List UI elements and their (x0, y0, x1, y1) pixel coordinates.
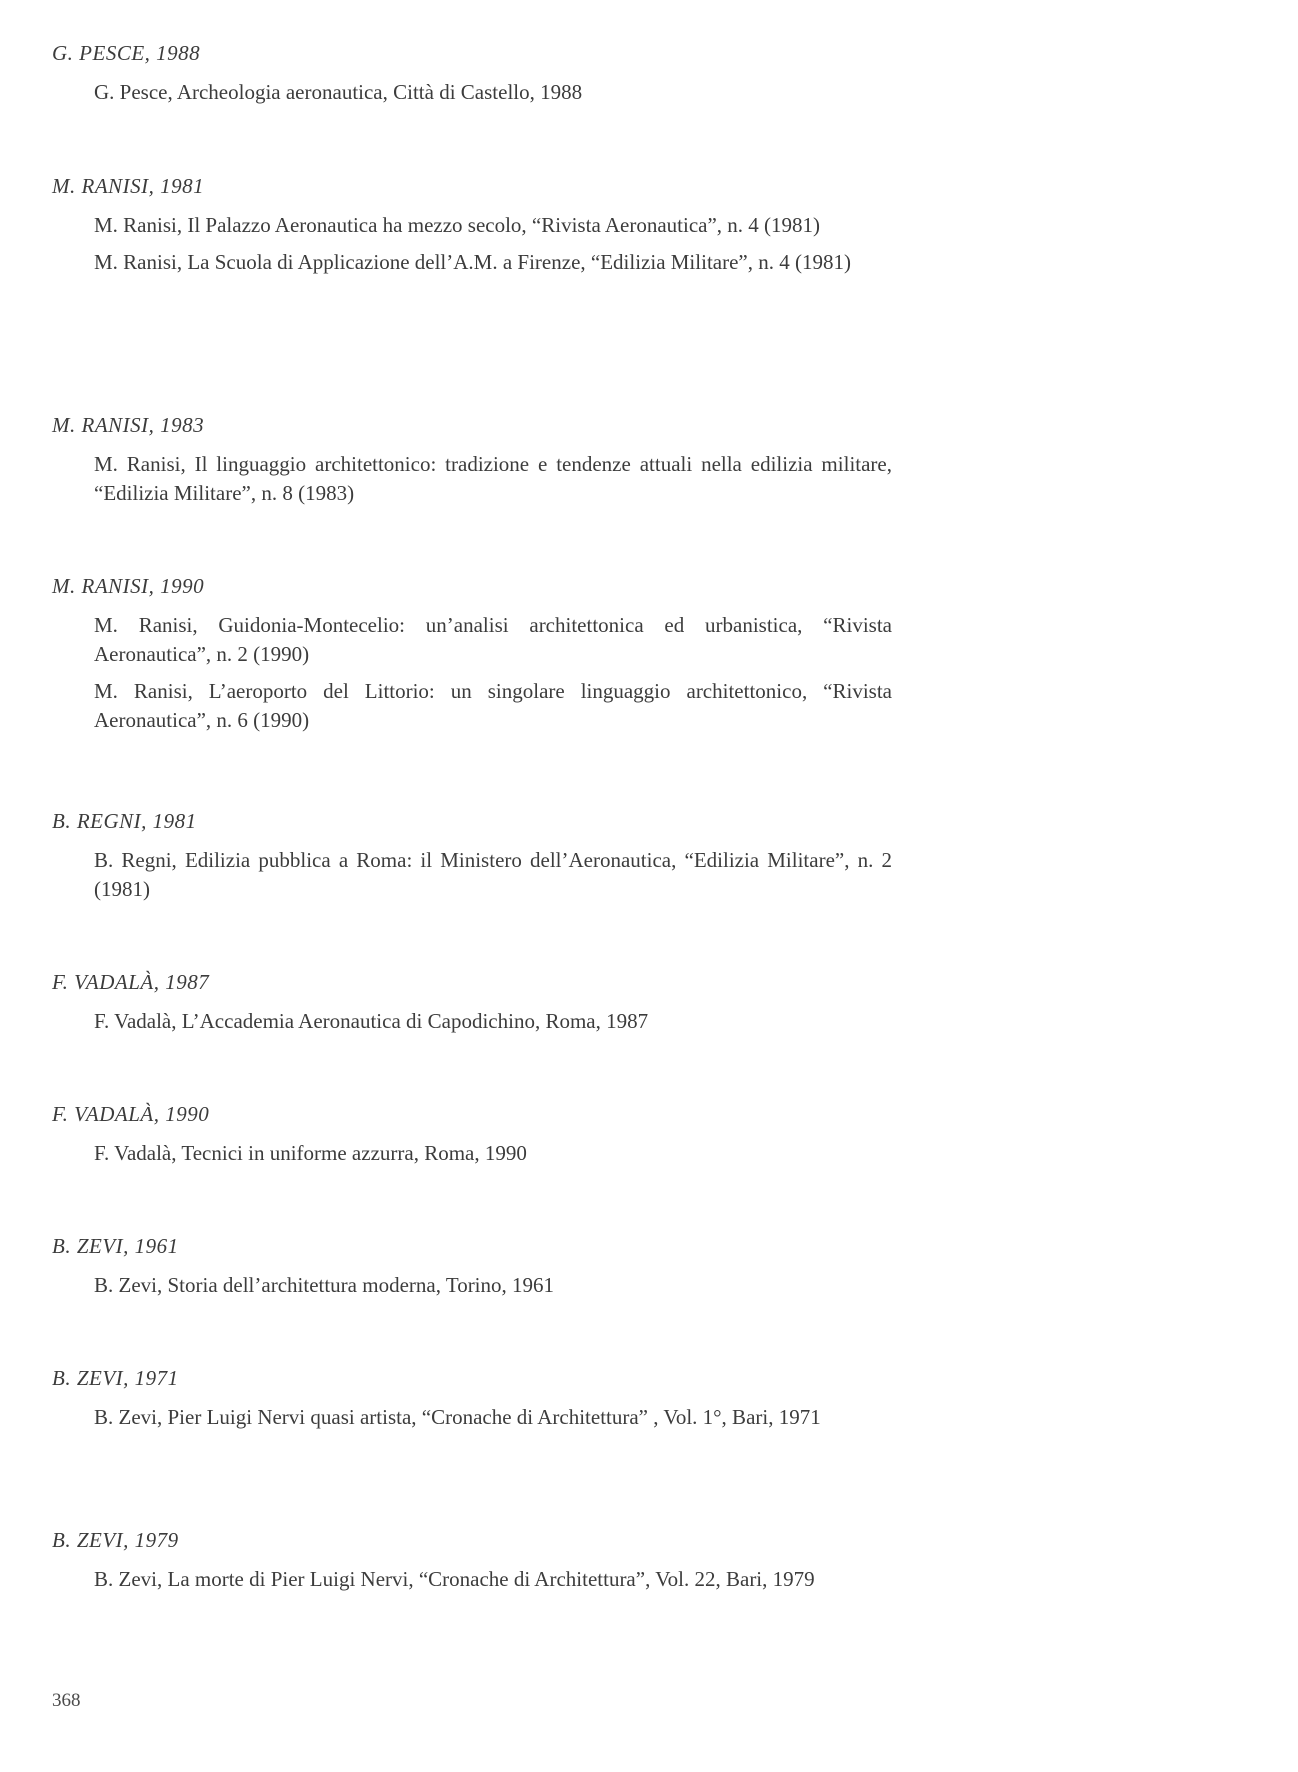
reference-list (52, 1565, 892, 1594)
entry-heading: G. PESCE, 1988 (52, 41, 201, 65)
entry-heading: B. ZEVI, 1971 (52, 1366, 179, 1390)
reference-item: M. Ranisi, Il Palazzo Aeronautica ha mezzo secolo, “Rivista Aeronautica”, n. 4 (1981) (94, 213, 821, 237)
reference-item: F. Vadalà, Tecnici in uniforme azzurra, Roma, 1990 (94, 1141, 527, 1165)
reference-list (52, 1271, 892, 1300)
reference-list (52, 450, 892, 508)
page-number: 368 (52, 1690, 81, 1711)
reference-item: B. Regni, Edilizia pubblica a Roma: il Ministero dell’Aeronautica, “Edilizia Militare”, n. 2 (1981) (94, 848, 892, 901)
reference-list (52, 211, 892, 277)
reference-list (52, 1403, 892, 1432)
bib-entry-pesce-1988 (52, 40, 892, 107)
reference-list (52, 1007, 892, 1036)
reference-list (52, 846, 892, 904)
reference-item: M. Ranisi, L’aeroporto del Littorio: un singolare linguaggio architettonico, “Rivista Aeronautica”, n. 6 (1990) (94, 679, 892, 732)
bib-entry-ranisi-1981 (52, 173, 892, 277)
bib-entry-ranisi-1990 (52, 573, 892, 735)
bib-entry-zevi-1979 (52, 1527, 892, 1594)
reference-item: M. Ranisi, Guidonia-Montecelio: un’analisi architettonica ed urbanistica, “Rivista Aeronautica”, n. 2 (1990) (94, 613, 892, 666)
reference-item: M. Ranisi, La Scuola di Applicazione dell’A.M. a Firenze, “Edilizia Militare”, n. 4 (1981) (94, 250, 851, 274)
reference-item: F. Vadalà, L’Accademia Aeronautica di Capodichino, Roma, 1987 (94, 1009, 649, 1033)
reference-list (52, 78, 892, 107)
entry-heading: F. VADALÀ, 1987 (52, 970, 210, 994)
reference-item: B. Zevi, La morte di Pier Luigi Nervi, “Cronache di Architettura”, Vol. 22, Bari, 1979 (94, 1567, 815, 1591)
entry-heading: F. VADALÀ, 1990 (52, 1102, 210, 1126)
reference-item: B. Zevi, Pier Luigi Nervi quasi artista, “Cronache di Architettura” , Vol. 1°, Bari, 1971 (94, 1405, 821, 1429)
entry-heading: B. ZEVI, 1979 (52, 1528, 179, 1552)
bib-entry-regni-1981 (52, 808, 892, 904)
reference-list (52, 611, 892, 735)
bib-entry-vadala-1990 (52, 1101, 892, 1168)
reference-item: M. Ranisi, Il linguaggio architettonico: tradizione e tendenze attuali nella edilizia militare, “Edilizia Militare”, n. 8 (1983) (94, 452, 892, 505)
reference-item: B. Zevi, Storia dell’architettura moderna, Torino, 1961 (94, 1273, 555, 1297)
bib-entry-zevi-1971 (52, 1365, 892, 1432)
bib-entry-ranisi-1983 (52, 412, 892, 508)
entry-heading: B. ZEVI, 1961 (52, 1234, 179, 1258)
entry-heading: M. RANISI, 1983 (52, 413, 205, 437)
bib-entry-zevi-1961 (52, 1233, 892, 1300)
bib-entry-vadala-1987 (52, 969, 892, 1036)
entry-heading: M. RANISI, 1981 (52, 174, 205, 198)
entry-heading: M. RANISI, 1990 (52, 574, 205, 598)
reference-item: G. Pesce, Archeologia aeronautica, Città di Castello, 1988 (94, 80, 583, 104)
reference-list (52, 1139, 892, 1168)
entry-heading: B. REGNI, 1981 (52, 809, 197, 833)
